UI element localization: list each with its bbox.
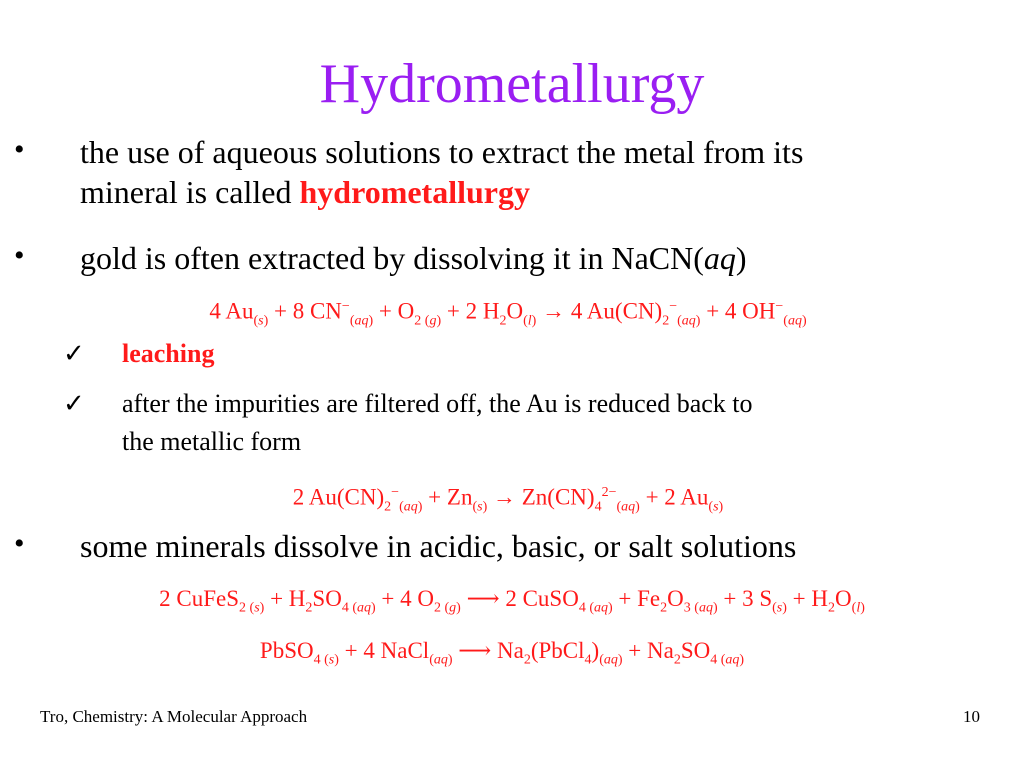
equation-gold-leaching: 4 $Au_{(s)} + 8$ $CN^-_{(aq)} + O_{2 (g)} + 2$ $H_2O_{(l)} \to 4$ $Au(CN)_2^-_{(aq)} + 4$ $OH^-_{(aq)}$ <box>209 298 807 329</box>
check-2-line-1: after the impurities are filtered off, the Au is reduced back to <box>122 389 753 418</box>
hydrometallurgy-term: hydrometallurgy <box>299 174 530 210</box>
bullet-3-text: some minerals dissolve in acidic, basic, or salt solutions <box>80 528 797 564</box>
check-icon: ✓ <box>63 339 85 368</box>
page-number: 10 <box>963 707 980 726</box>
bullet-marker: • <box>14 527 25 560</box>
check-2-text <box>122 385 982 461</box>
bullet-marker: • <box>14 239 25 272</box>
bullet-1-line-1: the use of aqueous solutions to extract the metal from its <box>80 134 804 170</box>
equation-pbso4: PbSO$_{4 (s)}$ + 4 NaCl$_{(aq)}$ ⟶ $Na_2(PbCl_4)_{(aq)} + Na_2SO_{4 (aq)}$ <box>259 638 745 668</box>
bullet-2-text <box>80 238 1000 278</box>
bullet-2-post: ) <box>735 240 747 276</box>
footer-source: Tro, Chemistry: A Molecular Approach <box>40 707 308 726</box>
check-icon: ✓ <box>63 389 85 418</box>
equation-cufes2: 2 CuFeS$_{2 (s)}$ + $H_2SO_{4 (aq)} + 4$ $O_{2 (g)}$ ⟶ 2 CuSO$_{4 (aq)}$ + $Fe_2O_{3 (aq)} + 3$ $S_{(s)} + H_2O_{(l)}$ <box>159 586 865 616</box>
check-1-text: leaching <box>122 339 215 368</box>
equation-zinc-reduction: 2 $Au(CN)_2^-_{(aq)} + Zn_{(s)} \to Zn(CN)_4^{2-}_{(aq)} + 2$ $Au_{(s)}$ <box>292 484 724 515</box>
bullet-marker: • <box>14 133 25 166</box>
check-2-line-2: the metallic form <box>122 427 302 456</box>
bullet-2-pre: gold is often extracted by dissolving it in NaCN( <box>80 240 704 276</box>
bullet-1-line-2 <box>80 172 1000 212</box>
bullet-1-plain: mineral is called <box>80 174 300 210</box>
bullet-2-italic: aq <box>703 240 736 276</box>
slide-title: Hydrometallurgy <box>319 53 705 115</box>
bullet-1-text <box>80 132 1000 212</box>
